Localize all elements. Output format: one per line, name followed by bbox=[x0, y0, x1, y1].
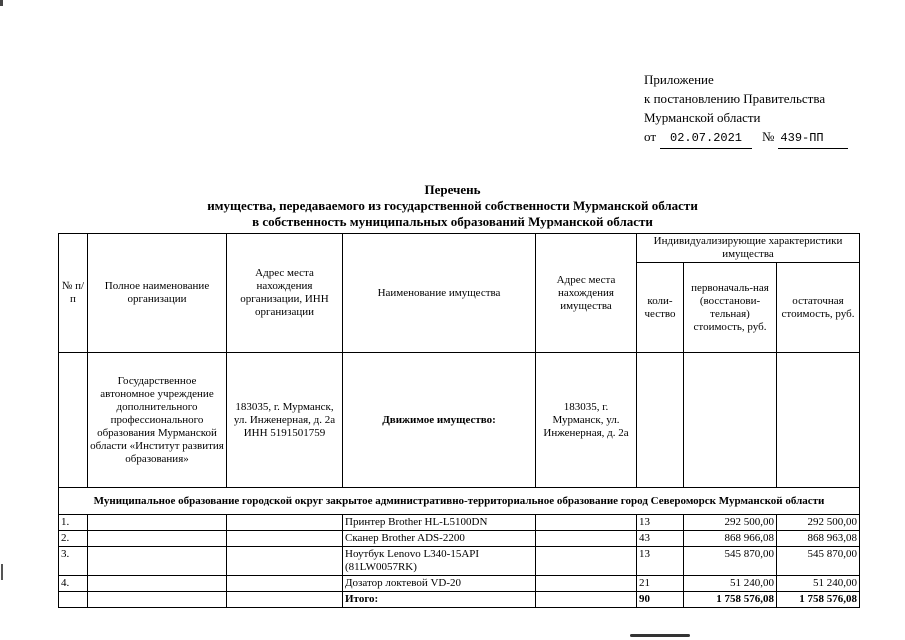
header-residual-cost: остаточная стоимость, руб. bbox=[777, 263, 860, 353]
scan-mark bbox=[630, 634, 690, 637]
header-org-address: Адрес места нахождения организации, ИНН организации bbox=[227, 234, 343, 353]
cell bbox=[227, 547, 343, 576]
item-initial-cost: 292 500,00 bbox=[684, 515, 777, 531]
table-row bbox=[59, 531, 860, 547]
cell bbox=[536, 592, 637, 608]
item-initial-cost: 545 870,00 bbox=[684, 547, 777, 576]
header-property-address: Адрес места нахождения имущества bbox=[536, 234, 637, 353]
item-num: 3. bbox=[59, 547, 88, 576]
header-characteristics: Индивидуализирующие характеристики имущества bbox=[637, 234, 860, 263]
item-name: Ноутбук Lenovo L340-15API (81LW0057RK) bbox=[343, 547, 536, 576]
header-quantity: коли-чество bbox=[637, 263, 684, 353]
total-residual-cost: 1 758 576,08 bbox=[777, 592, 860, 608]
cell bbox=[88, 547, 227, 576]
decree-number: 439-ПП bbox=[778, 129, 848, 149]
total-row bbox=[59, 592, 860, 608]
org-row bbox=[59, 353, 860, 488]
table-row bbox=[59, 576, 860, 592]
municipality-row bbox=[59, 488, 860, 515]
header-num: № п/п bbox=[59, 234, 88, 353]
item-num: 1. bbox=[59, 515, 88, 531]
total-initial-cost: 1 758 576,08 bbox=[684, 592, 777, 608]
title-line: в собственность муниципальных образований Мурманской области bbox=[252, 214, 653, 229]
header-property-name: Наименование имущества bbox=[343, 234, 536, 353]
cell bbox=[684, 353, 777, 488]
property-table bbox=[58, 233, 860, 608]
item-num: 2. bbox=[59, 531, 88, 547]
property-category: Движимое имущество: bbox=[343, 353, 536, 488]
table-row bbox=[59, 547, 860, 576]
cell bbox=[777, 353, 860, 488]
total-label: Итого: bbox=[343, 592, 536, 608]
appendix-block bbox=[644, 70, 848, 149]
cell bbox=[88, 592, 227, 608]
item-qty: 43 bbox=[637, 531, 684, 547]
cell bbox=[637, 353, 684, 488]
property-address: 183035, г. Мурманск, ул. Инженерная, д. 2а bbox=[536, 353, 637, 488]
cell bbox=[88, 531, 227, 547]
item-num: 4. bbox=[59, 576, 88, 592]
appendix-line: к постановлению Правительства bbox=[644, 91, 826, 106]
item-residual-cost: 868 963,08 bbox=[777, 531, 860, 547]
cell bbox=[536, 515, 637, 531]
document-title bbox=[0, 182, 905, 230]
cell bbox=[59, 592, 88, 608]
item-name: Принтер Brother HL-L5100DN bbox=[343, 515, 536, 531]
item-qty: 21 bbox=[637, 576, 684, 592]
header-initial-cost: первоначаль-ная (восстанови-тельная) стоимость, руб. bbox=[684, 263, 777, 353]
title-line: имущества, передаваемого из государственной собственности Мурманской области bbox=[207, 198, 698, 213]
header-org-name: Полное наименование организации bbox=[88, 234, 227, 353]
appendix-line: Приложение bbox=[644, 72, 714, 87]
cell bbox=[59, 353, 88, 488]
item-qty: 13 bbox=[637, 547, 684, 576]
table-row bbox=[59, 515, 860, 531]
cell bbox=[88, 576, 227, 592]
cell bbox=[536, 531, 637, 547]
scan-mark bbox=[1, 564, 3, 580]
org-name: Государственное автономное учреждение дополнительного профессионального образования Мурманской области «Институт развития образования» bbox=[88, 353, 227, 488]
cell bbox=[227, 531, 343, 547]
total-qty: 90 bbox=[637, 592, 684, 608]
item-name: Дозатор локтевой VD-20 bbox=[343, 576, 536, 592]
item-name: Сканер Brother ADS-2200 bbox=[343, 531, 536, 547]
cell bbox=[227, 576, 343, 592]
cell bbox=[227, 592, 343, 608]
scan-mark bbox=[0, 0, 3, 6]
item-initial-cost: 51 240,00 bbox=[684, 576, 777, 592]
date-prefix: от bbox=[644, 129, 657, 144]
item-qty: 13 bbox=[637, 515, 684, 531]
item-residual-cost: 545 870,00 bbox=[777, 547, 860, 576]
cell bbox=[536, 576, 637, 592]
item-initial-cost: 868 966,08 bbox=[684, 531, 777, 547]
header-row bbox=[59, 234, 860, 263]
appendix-line: Мурманской области bbox=[644, 110, 761, 125]
cell bbox=[227, 515, 343, 531]
item-residual-cost: 51 240,00 bbox=[777, 576, 860, 592]
decree-date: 02.07.2021 bbox=[660, 129, 752, 149]
item-residual-cost: 292 500,00 bbox=[777, 515, 860, 531]
title-line: Перечень bbox=[424, 182, 481, 197]
appendix-date-line bbox=[644, 127, 848, 149]
cell bbox=[88, 515, 227, 531]
number-prefix: № bbox=[762, 129, 775, 144]
cell bbox=[536, 547, 637, 576]
municipality-name: Муниципальное образование городской округ закрытое административно-территориальное образование город Североморск Мурманской области bbox=[59, 488, 860, 515]
org-address: 183035, г. Мурманск, ул. Инженерная, д. 2а ИНН 5191501759 bbox=[227, 353, 343, 488]
